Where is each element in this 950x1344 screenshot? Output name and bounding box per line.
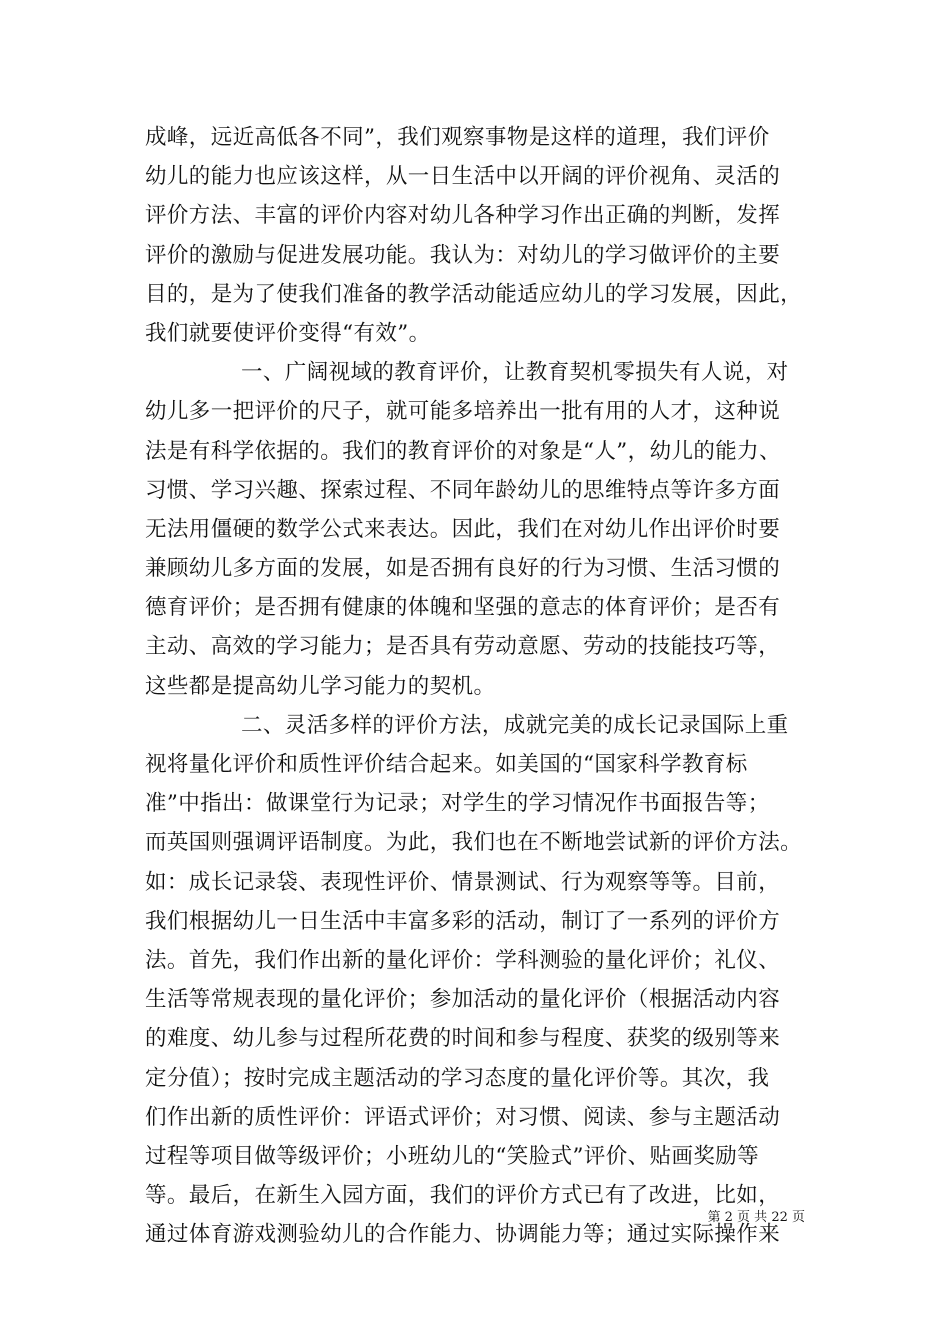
section-heading-line: 一、广阔视域的教育评价，让教育契机零损失有人说，对 (241, 360, 789, 386)
text-line: 们作出新的质性评价：评语式评价；对习惯、阅读、参与主题活动 (145, 1104, 781, 1130)
text-line: 主动、高效的学习能力；是否具有劳动意愿、劳动的技能技巧等， (145, 634, 781, 660)
section-heading-line: 二、灵活多样的评价方法，成就完美的成长记录国际上重 (241, 712, 789, 738)
paragraph-section-two (145, 706, 813, 1255)
text-line: 兼顾幼儿多方面的发展，如是否拥有良好的行为习惯、生活习惯的 (145, 556, 781, 582)
text-line: 通过体育游戏测验幼儿的合作能力、协调能力等；通过实际操作来 (145, 1222, 781, 1248)
text-line: 评价的激励与促进发展功能。我认为：对幼儿的学习做评价的主要 (145, 242, 781, 268)
text-line: 幼儿的能力也应该这样，从一日生活中以开阔的评价视角、灵活的 (145, 164, 781, 190)
text-line: 这些都是提高幼儿学习能力的契机。 (145, 673, 496, 699)
text-line: 的难度、幼儿参与过程所花费的时间和参与程度、获奖的级别等来 (145, 1026, 781, 1052)
text-line: 德育评价；是否拥有健康的体魄和坚强的意志的体育评价；是否有 (145, 595, 781, 621)
text-line: 成峰，远近高低各不同”，我们观察事物是这样的道理，我们评价 (145, 125, 770, 150)
page-number-footer: 第 2 页 共 22 页 (707, 1210, 805, 1225)
text-line: 定分值）；按时完成主题活动的学习态度的量化评价等。其次，我 (145, 1065, 770, 1091)
paragraph-section-one (145, 353, 813, 706)
text-line: 等。最后，在新生入园方面，我们的评价方式已有了改进，比如， (145, 1183, 781, 1209)
text-line: 而英国则强调评语制度。为此，我们也在不断地尝试新的评价方法。 (145, 830, 803, 856)
text-line: 我们就要使评价变得“有效”。 (145, 320, 431, 346)
text-line: 如：成长记录袋、表现性评价、情景测试、行为观察等等。目前， (145, 869, 781, 895)
paragraph-intro (145, 118, 813, 353)
text-line: 无法用僵硬的数学公式来表达。因此，我们在对幼儿作出评价时要 (145, 516, 781, 542)
text-line: 过程等项目做等级评价；小班幼儿的“笑脸式”评价、贴画奖励等 (145, 1143, 760, 1169)
document-body (145, 118, 813, 1254)
text-line: 法。首先，我们作出新的量化评价：学科测验的量化评价；礼仪、 (145, 947, 781, 973)
text-line: 视将量化评价和质性评价结合起来。如美国的“国家科学教育标 (145, 752, 748, 777)
text-line: 准”中指出：做课堂行为记录；对学生的学习情况作书面报告等； (145, 791, 770, 817)
text-line: 我们根据幼儿一日生活中丰富多彩的活动，制订了一系列的评价方 (145, 908, 781, 934)
text-line: 幼儿多一把评价的尺子，就可能多培养出一批有用的人才，这种说 (145, 399, 781, 425)
text-line: 生活等常规表现的量化评价；参加活动的量化评价（根据活动内容 (145, 987, 781, 1013)
text-line: 目的，是为了使我们准备的教学活动能适应幼儿的学习发展，因此， (145, 281, 803, 307)
text-line: 习惯、学习兴趣、探索过程、不同年龄幼儿的思维特点等许多方面 (145, 477, 781, 503)
text-line: 法是有科学依据的。我们的教育评价的对象是“人”，幼儿的能力、 (145, 438, 781, 464)
text-line: 评价方法、丰富的评价内容对幼儿各种学习作出正确的判断，发挥 (145, 203, 781, 229)
